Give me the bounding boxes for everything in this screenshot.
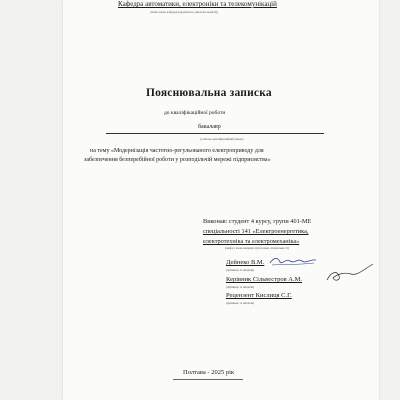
executor-line-2: спеціальності 141 «Електроенергетика, (203, 228, 309, 235)
signature-name-reviewer: Рецензент Кислиця С.Г. (226, 292, 292, 299)
degree-underline (106, 133, 324, 134)
student-signature-graphic (268, 255, 318, 267)
document-title: Пояснювальна записка (146, 87, 272, 99)
executor-note: (шифр і назва напряму підготовки, спеціальності) (225, 246, 289, 250)
department-note: (повна назва кафедри (предметної, циклової комісії)) (150, 10, 218, 14)
department-name: Кафедра автоматики, електроніки та телекомунікацій (118, 0, 277, 8)
footer-rule (173, 379, 243, 380)
executor-line-1: Виконав: студент 4 курсу, групи 401-МЕ (203, 218, 312, 225)
degree-note: (освітньо-кваліфікаційний рівень) (200, 137, 244, 141)
qualification-line: до кваліфікаційної роботи (164, 110, 226, 116)
topic-line-2: забезпечення безперебійної роботи у розподільчій мережі підприємства» (84, 157, 271, 163)
signature-name-student: Дейнеко В.М. (226, 259, 265, 266)
topic-line-1: на тему «Модернізація частотно-регульованого електроприводу для (90, 148, 264, 154)
document-page (63, 0, 379, 400)
supervisor-signature-graphic (325, 262, 375, 284)
city-year: Полтава - 2025 рік (183, 369, 235, 376)
signature-note-reviewer: (прізвище та ініціали) (226, 301, 255, 305)
degree-value: бакалавр (198, 124, 221, 130)
signature-note-supervisor: (прізвище та ініціали) (226, 285, 255, 289)
executor-line-3: електротехніка та електромеханіка» (203, 238, 300, 245)
signature-name-supervisor: Керівник Сільвестров А.М. (226, 276, 302, 283)
signature-note-student: (прізвище та ініціали) (226, 268, 255, 272)
